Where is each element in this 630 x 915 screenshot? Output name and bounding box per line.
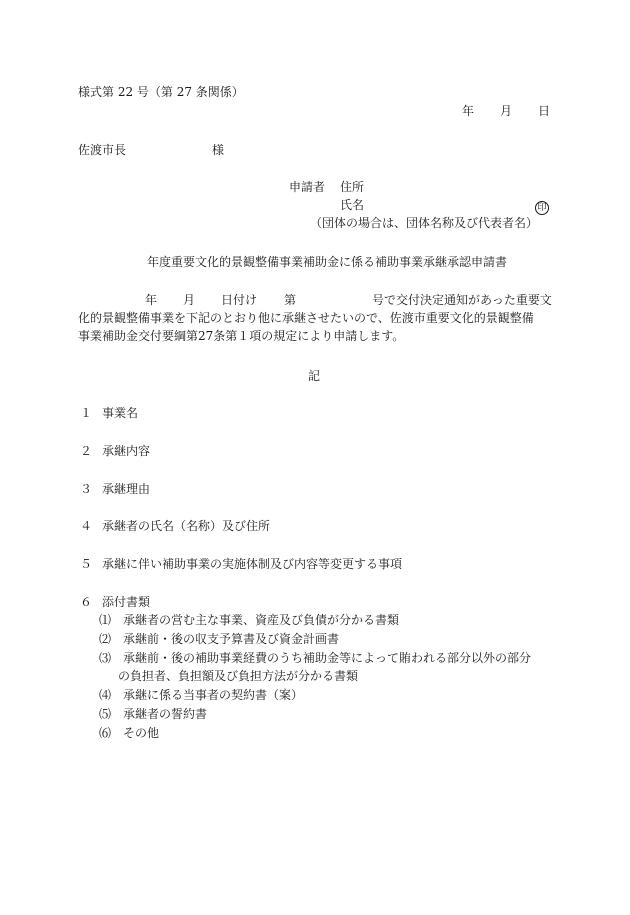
document-title: 年度重要文化的景観整備事業補助金に係る補助事業承継承認申請書 (147, 255, 508, 269)
attachment-number: ⑸ (99, 707, 112, 721)
attachment-number: ⑶ (99, 651, 112, 665)
attachment-item (99, 725, 159, 741)
form-number: 様式第 22 号（第 27 条関係） (78, 85, 244, 99)
applicant-label: 申請者 (289, 180, 326, 194)
body-line2: 化的景観整備事業を下記のとおり他に承継させたいので、佐渡市重要文化的景観整備 (78, 311, 534, 325)
item-6-number: ６ (80, 595, 93, 609)
attachment-label: 承継前・後の補助事業経費のうち補助金等によって賄われる部分以外の部分 (123, 651, 532, 665)
date-month-label: 月 (500, 104, 513, 118)
item-3-number: ３ (80, 482, 93, 496)
attachment-number: ⑴ (99, 613, 112, 627)
attachment-number: ⑵ (99, 632, 112, 646)
ki-heading: 記 (308, 369, 321, 383)
attachment-label: 承継前・後の収支予算書及び資金計画書 (123, 632, 340, 646)
item-5-number: ５ (80, 557, 93, 571)
attachment-label: その他 (123, 726, 160, 740)
attachment-continuation: の負担者、負担額及び負担方法が分かる書類 (118, 669, 359, 683)
attachment-label: 承継者の誓約書 (123, 707, 208, 721)
attachment-number: ⑷ (99, 688, 112, 702)
seal-mark (535, 198, 549, 215)
applicant-name-label: 氏名 (340, 198, 365, 212)
date-day-label: 日 (538, 104, 551, 118)
applicant-note: （団体の場合は、団体名称及び代表者名） (310, 216, 539, 230)
body-month: 月 (183, 293, 196, 307)
item-1-number: １ (80, 406, 93, 420)
attachment-label: 承継に係る当事者の契約書（案） (123, 688, 304, 702)
body-no: 第 (284, 293, 297, 307)
item-5-label: 承継に伴い補助事業の実施体制及び内容等変更する事項 (102, 557, 403, 571)
body-line3: 事業補助金交付要綱第27条第１項の規定により申請します。 (78, 329, 405, 343)
attachment-item (99, 612, 399, 628)
attachment-item (99, 631, 339, 647)
body-line1-text: 号で交付決定通知があった重要文 (372, 293, 552, 307)
seal-icon: 印 (535, 201, 549, 215)
attachment-item (99, 650, 531, 666)
item-2-label: 承継内容 (102, 444, 151, 458)
body-dated: 日付け (221, 293, 258, 307)
attachment-item (99, 687, 303, 703)
addressee-name: 佐渡市長 (78, 143, 127, 157)
addressee-honorific: 様 (212, 143, 225, 157)
item-6-label: 添付書類 (102, 595, 151, 609)
attachment-number: ⑹ (99, 726, 112, 740)
item-4-label: 承継者の氏名（名称）及び住所 (102, 519, 271, 533)
item-4-number: ４ (80, 519, 93, 533)
item-3-label: 承継理由 (102, 482, 151, 496)
item-1-label: 事業名 (102, 406, 139, 420)
attachment-item (99, 706, 207, 722)
item-2-number: ２ (80, 444, 93, 458)
attachment-label: 承継者の営む主な事業、資産及び負債が分かる書類 (123, 613, 400, 627)
body-year: 年 (145, 293, 158, 307)
applicant-address-label: 住所 (340, 180, 365, 194)
date-year-label: 年 (462, 104, 475, 118)
